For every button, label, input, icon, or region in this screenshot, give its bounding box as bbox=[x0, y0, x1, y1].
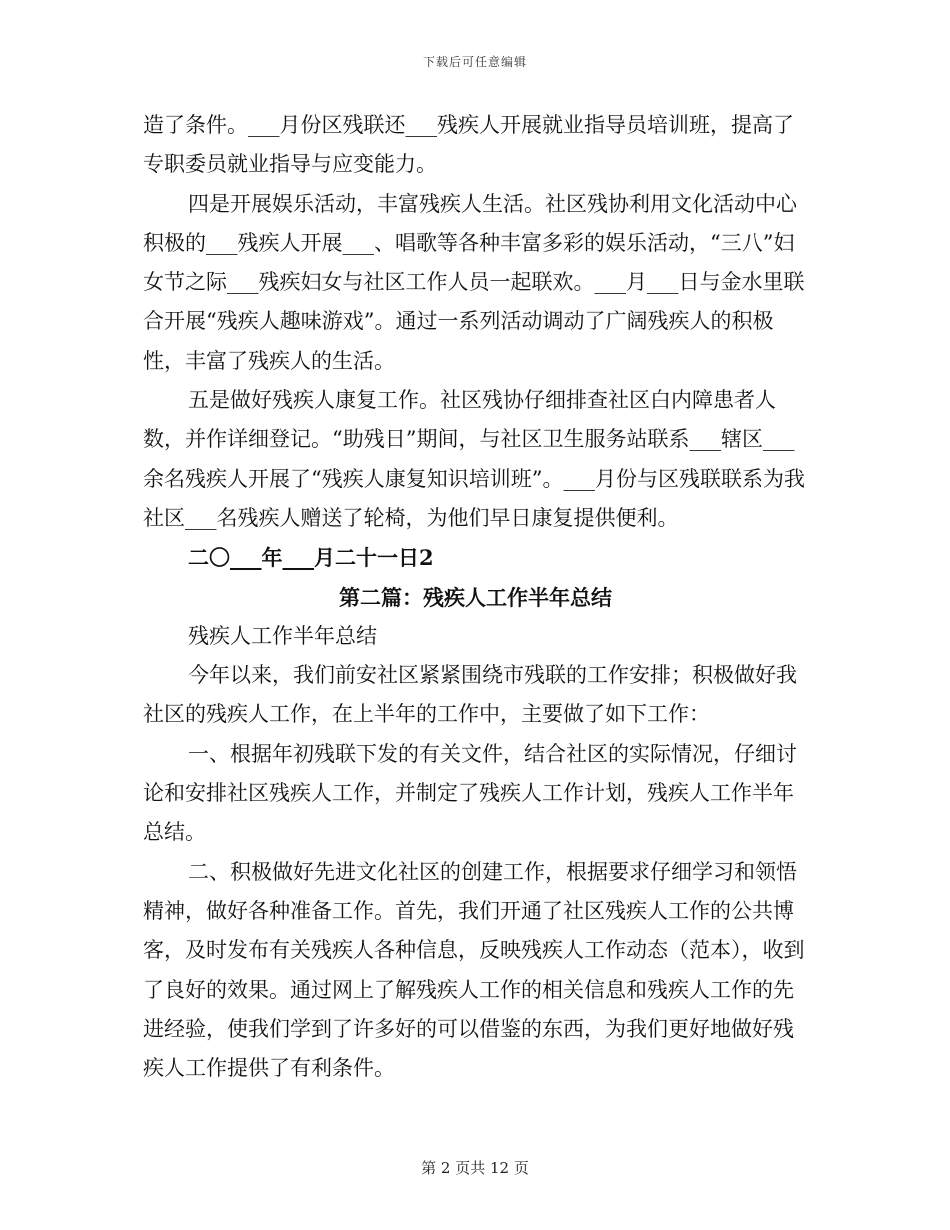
paragraph-intro: 今年以来，我们前安社区紧紧围绕市残联的工作安排；积极做好我社区的残疾人工作，在上半年的工作中，主要做了如下工作： bbox=[143, 663, 797, 727]
page-footer: 第 2 页共 12 页 bbox=[421, 1159, 529, 1177]
paragraph-rehabilitation: 五是做好残疾人康复工作。社区残协仔细排查社区白内障患者人数，并作详细登记。“助残日”期间，与社区卫生服务站联系___辖区___余名残疾人开展了“残疾人康复知识培训班”。___月份与区残联联系为我社区___名残疾人赠送了轮椅，为他们早日康复提供便利。 bbox=[143, 388, 805, 530]
paragraph-continuation: 造了条件。___月份区残联还___残疾人开展就业指导员培训班，提高了专职委员就业指导与应变能力。 bbox=[143, 113, 794, 177]
paragraph-entertainment: 四是开展娱乐活动，丰富残疾人生活。社区残协利用文化活动中心积极的___残疾人开展___、唱歌等各种丰富多彩的娱乐活动，“三八”妇女节之际___残疾妇女与社区工作人员一起联欢。___月___日与金水里联合开展“残疾人趣味游戏”。通过一系列活动调动了广阔残疾人的积极性，丰富了残疾人的生活。 bbox=[143, 191, 805, 373]
page-header: 下载后可任意编辑 bbox=[422, 55, 527, 69]
document-body bbox=[143, 106, 808, 1088]
section-title: 第二篇：残疾人工作半年总结 bbox=[339, 584, 612, 610]
paragraph-item-two: 二、积极做好先进文化社区的创建工作，根据要求仔细学习和领悟精神，做好各种准备工作。首先，我们开通了社区残疾人工作的公共博客，及时发布有关残疾人各种信息，反映残疾人工作动态（范本），收到了良好的效果。通过网上了解残疾人工作的相关信息和残疾人工作的先进经验，使我们学到了许多好的可以借鉴的东西，为我们更好地做好残疾人工作提供了有利条件。 bbox=[143, 859, 805, 1081]
subtitle-line: 残疾人工作半年总结 bbox=[188, 623, 377, 648]
date-line: 二〇___年___月二十一日2 bbox=[188, 545, 434, 571]
paragraph-item-one: 一、根据年初残联下发的有关文件，结合社区的实际情况，仔细讨论和安排社区残疾人工作，并制定了残疾人工作计划，残疾人工作半年总结。 bbox=[143, 741, 797, 845]
